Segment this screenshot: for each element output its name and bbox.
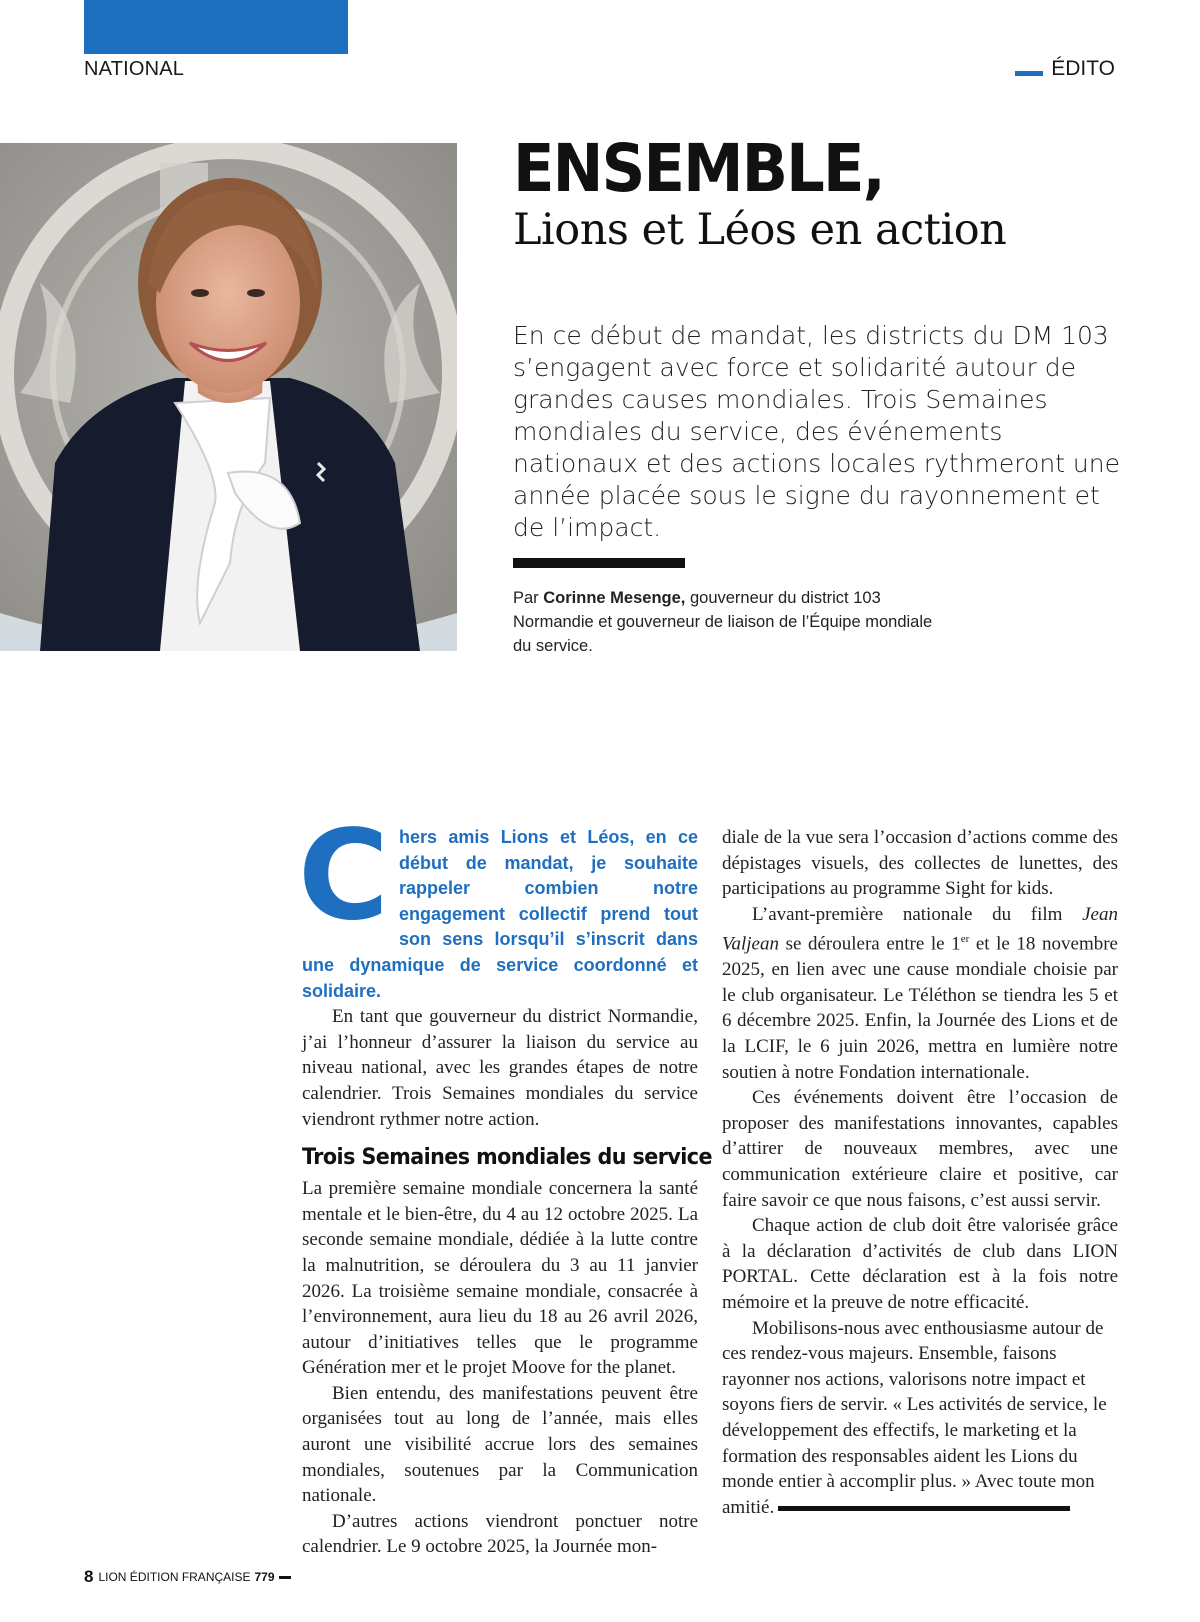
body-paragraph — [722, 902, 1118, 1085]
film-sentence-start: L’avant-première nationale du film — [752, 903, 1083, 925]
footer-dash — [279, 1576, 291, 1579]
body-paragraph: diale de la vue sera l’occasion d’actions comme des dépistages visuels, des collectes de lunettes, des participations au programme Sight for kids. — [722, 827, 1118, 900]
byline-role: gouverneur du district 103 Normandie et gouverneur de liaison de l’Équipe mondiale du service. — [513, 589, 933, 655]
page-number: 8 — [84, 1567, 94, 1586]
rubric-text: ÉDITO — [1051, 57, 1115, 80]
film-title: Jean Valjean — [722, 903, 1118, 955]
byline-prefix: Par — [513, 589, 544, 607]
section-color-bar — [84, 0, 348, 54]
article-title: ENSEMBLE, — [513, 130, 884, 207]
byline-author: Corinne Mesenge, — [543, 589, 686, 607]
rubric-label — [1015, 57, 1115, 81]
article-intro: En ce début de mandat, les districts du DM 103 s’engagent avec force et solidarité autour de grandes causes mondiales. Trois Semaines mondiales du service, des événements nationaux et des actions locales rythmeront une année placée sous le signe du rayonnement et de l’impact. — [513, 321, 1120, 542]
body-paragraph: La première semaine mondiale concernera la santé mentale et le bien-être, du 4 au 12 octobre 2025. La seconde semaine mondiale, dédiée à la lutte contre la malnutrition, se déroulera du 3 au 11 janvier 2026. La troisième semaine mondiale, consacrée à l’environnement, aura lieu du 18 au 26 avril 2026, autour d’initiatives telles que le programme Génération mer et le projet Moove for the planet. — [302, 1178, 698, 1379]
byline — [513, 586, 933, 658]
ordinal-suffix: er — [960, 933, 970, 946]
drop-cap: C — [298, 804, 390, 948]
section-label: NATIONAL — [84, 58, 185, 80]
author-portrait — [0, 143, 457, 651]
body-paragraph: Bien entendu, des manifestations peuvent être organisées tout au long de l’année, mais elles auront une visibilité accrue lors des semaines mondiales, soutenues par la Communication nationale. — [302, 1382, 698, 1507]
issue-number: 779 — [254, 1570, 275, 1584]
rubric-dash — [1015, 71, 1043, 76]
lead-text: hers amis Lions et Léos, en ce début de mandat, je souhaite rappeler combien notre engagement collectif prend tout son sens lorsqu’il s’inscrit dans une dynamique de service coordonné et solidaire. — [302, 827, 698, 1001]
film-sentence-end: et le 18 novembre 2025, en lien avec une cause mondiale choisie par le club organisateur. Le Téléthon se tiendra les 5 et 6 décembre 2025. Enfin, la Journée des Lions et de la LCIF, le 6 juin 2026, mettra en lumière notre soutien à notre Fondation internationale. — [722, 933, 1118, 1083]
end-of-article-rule — [778, 1506, 1070, 1511]
closing-text: Mobilisons-nous avec enthousiasme autour de ces rendez-vous majeurs. Ensemble, faisons rayonner nos actions, valorisons notre impact et soyons fiers de servir. « Les activités de service, le développement des effectifs, le marketing et la formation des responsables aident les Lions du monde entier à accomplir plus. » Avec toute mon amitié. — [722, 1317, 1107, 1518]
body-column-left — [298, 804, 712, 1560]
magazine-name: LION ÉDITION FRANÇAISE — [98, 1570, 251, 1584]
lead-paragraph — [298, 804, 698, 1004]
body-paragraph: Chaque action de club doit être valorisée grâce à la déclaration d’activités de club dans LION PORTAL. Cette déclaration est à la fois notre mémoire et la preuve de notre efficacité. — [722, 1215, 1118, 1314]
film-sentence-mid: se déroulera entre le 1 — [779, 933, 961, 955]
body-paragraph — [722, 1316, 1118, 1521]
body-paragraph: Ces événements doivent être l’occasion de proposer des manifestations innovantes, capables d’attirer de nouveaux membres, avec une communication extérieure claire et positive, car faire savoir ce que nous faisons, c’est aussi servir. — [722, 1087, 1118, 1211]
section-heading: Trois Semaines mondiales du service — [302, 1145, 712, 1171]
body-paragraph: En tant que gouverneur du district Normandie, j’ai l’honneur d’assurer la liaison du service au niveau national, avec les grandes étapes de notre calendrier. Trois Semaines mondiales du service viendront rythmer notre action. — [302, 1006, 698, 1130]
article-subtitle: Lions et Léos en action — [513, 205, 1007, 255]
body-paragraph: D’autres actions viendront ponctuer notre calendrier. Le 9 octobre 2025, la Journée mon- — [302, 1510, 698, 1558]
page-footer — [84, 1567, 291, 1587]
intro-rule — [513, 558, 685, 568]
body-column-right — [722, 825, 1118, 1520]
